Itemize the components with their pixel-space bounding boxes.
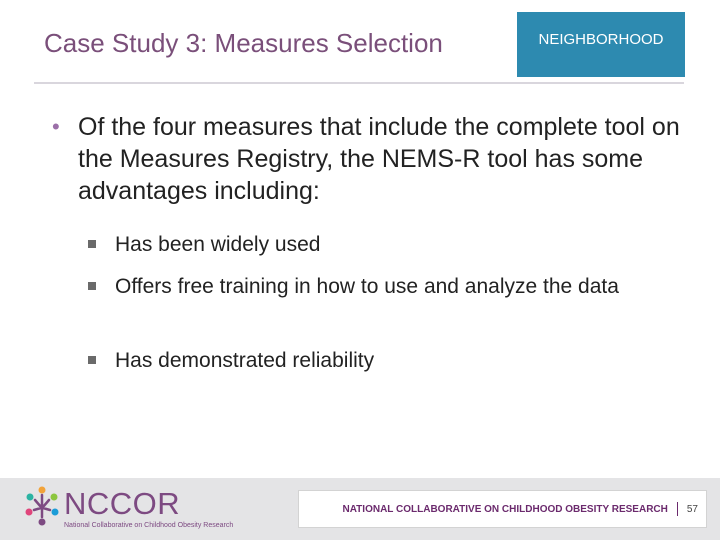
nccor-figures-icon: [20, 484, 64, 534]
section-tag: [517, 12, 685, 77]
main-bullet: [52, 111, 692, 207]
section-tag-label: NEIGHBORHOOD: [538, 31, 664, 48]
sub-bullet: [88, 228, 698, 261]
sub-bullet-text: Has been widely used: [115, 233, 321, 256]
logo-subtext: National Collaborative on Childhood Obesity Research: [64, 522, 234, 529]
nccor-logo: [20, 484, 234, 534]
footer-separator: [677, 502, 678, 516]
footer-banner-text: NATIONAL COLLABORATIVE ON CHILDHOOD OBESITY RESEARCH: [342, 503, 668, 515]
sub-bullet: [88, 270, 698, 303]
logo-wordmark: NCCOR: [64, 486, 181, 521]
footer-banner: [298, 490, 707, 528]
page-number: 57: [686, 503, 698, 515]
square-bullet-icon: [88, 356, 96, 364]
slide-title: Case Study 3: Measures Selection: [44, 28, 443, 58]
sub-bullet: [88, 344, 698, 377]
square-bullet-icon: [88, 282, 96, 290]
sub-bullet-text: Has demonstrated reliability: [115, 349, 375, 372]
main-bullet-text: Of the four measures that include the complete tool on the Measures Registry, the NEMS-R tool has some advantages including:: [78, 113, 680, 205]
sub-bullet-text: Offers free training in how to use and analyze the data: [115, 275, 619, 298]
title-divider: [34, 82, 684, 84]
square-bullet-icon: [88, 240, 96, 248]
bullet-dot-icon: •: [52, 114, 60, 139]
